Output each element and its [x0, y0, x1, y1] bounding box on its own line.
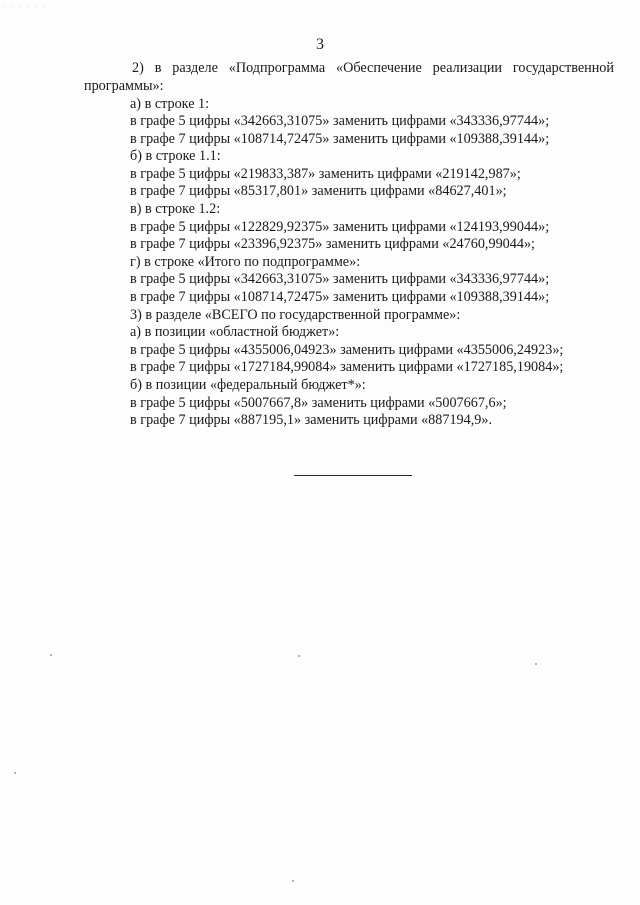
text-line: а) в строке 1: — [130, 95, 210, 112]
text-line: б) в позиции «федеральный бюджет*»: — [130, 377, 366, 393]
intro-line-2: программы»: — [84, 77, 164, 94]
scan-speck — [298, 655, 300, 657]
text-line: г) в строке «Итого по подпрограмме»: — [130, 253, 361, 270]
scan-corner-marks: · · · · · · — [4, 4, 47, 11]
text-line: в) в строке 1.2: — [130, 201, 221, 218]
end-divider-line — [294, 475, 412, 476]
scan-speck — [292, 880, 294, 882]
text-line: в графе 7 цифры «1727184,99084» заменить цифрами «1727185,19084»; — [130, 359, 564, 376]
text-line: а) в позиции «областной бюджет»: — [130, 324, 340, 341]
scan-speck — [14, 772, 16, 774]
text-line: в графе 7 цифры «85317,801» заменить цифрами «84627,401»; — [130, 183, 507, 200]
text-line: в графе 5 цифры «122829,92375» заменить цифрами «124193,99044»; — [130, 218, 550, 235]
text-line: в графе 7 цифры «108714,72475» заменить цифрами «109388,39144»; — [130, 130, 550, 147]
text-line: в графе 7 цифры «108714,72475» заменить цифрами «109388,39144»; — [130, 289, 550, 306]
text-line: в графе 5 цифры «4355006,04923» заменить цифрами «4355006,24923»; — [130, 341, 564, 358]
amendment-list — [130, 96, 620, 430]
intro-paragraph — [84, 60, 614, 95]
text-line: в графе 5 цифры «5007667,8» заменить цифрами «5007667,6»; — [130, 394, 507, 411]
text-line: 3) в разделе «ВСЕГО по государственной программе»: — [130, 306, 461, 323]
text-line: в графе 7 цифры «23396,92375» заменить цифрами «24760,99044»; — [130, 236, 535, 253]
text-line: в графе 5 цифры «342663,31075» заменить цифрами «343336,97744»; — [130, 113, 550, 130]
intro-line-1: 2) в разделе «Подпрограмма «Обеспечение реализации государственной — [132, 60, 614, 76]
scan-speck — [50, 654, 52, 656]
text-line: в графе 5 цифры «342663,31075» заменить цифрами «343336,97744»; — [130, 271, 550, 288]
page-number: 3 — [316, 36, 324, 53]
text-line: б) в строке 1.1: — [130, 148, 221, 165]
text-line: в графе 5 цифры «219833,387» заменить цифрами «219142,987»; — [130, 165, 521, 182]
text-line: в графе 7 цифры «887195,1» заменить цифрами «887194,9». — [130, 412, 493, 429]
scan-speck — [535, 663, 537, 665]
